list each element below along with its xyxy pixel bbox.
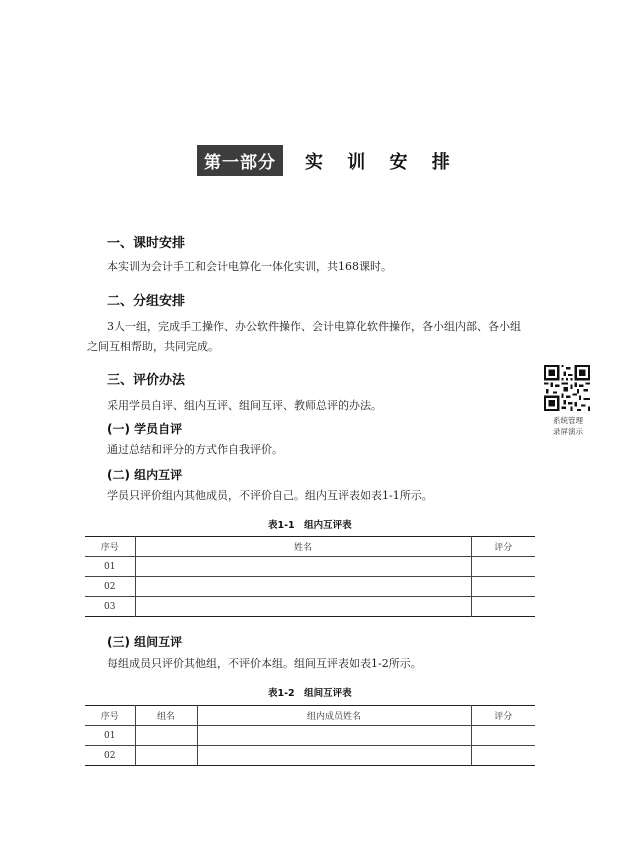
self-eval-text: 通过总结和评分的方式作自我评价。	[107, 443, 283, 456]
grouping-text-line1: 3人一组，完成手工操作、办公软件操作、会计电算化软件操作，各小组内部、各小组	[107, 320, 521, 333]
col-header-score: 评分	[471, 706, 535, 726]
table-inter-group	[85, 705, 535, 766]
row-name-cell	[135, 597, 471, 617]
table-row	[85, 577, 535, 597]
col-header-name: 姓名	[135, 537, 471, 557]
section-heading-evaluation: 三、评价办法	[107, 373, 186, 388]
row-score-cell	[471, 597, 535, 617]
part-title: 实 训 安 排	[305, 151, 459, 173]
col-header-group: 组名	[135, 706, 197, 726]
row-name-cell	[135, 577, 471, 597]
inter-group-text: 每组成员只评价其他组，不评价本组。组间互评表如表1-2所示。	[107, 657, 422, 670]
table-intra-group	[85, 536, 535, 617]
row-index: 02	[104, 581, 116, 592]
qr-caption-line2: 录屏演示	[553, 427, 583, 436]
col-header-score: 评分	[471, 537, 535, 557]
table-row	[85, 597, 535, 617]
row-score-cell	[471, 726, 535, 746]
table1-caption: 表1-1 组内互评表	[268, 520, 352, 531]
table-header-row	[85, 537, 535, 557]
col-header-index: 序号	[100, 543, 119, 553]
schedule-text: 本实训为会计手工和会计电算化一体化实训，共168课时。	[107, 260, 392, 273]
row-index: 01	[104, 561, 116, 572]
row-score-cell	[471, 577, 535, 597]
row-group-cell	[135, 746, 197, 766]
subheading-self-eval: (一) 学员自评	[107, 422, 183, 436]
col-header-index: 序号	[100, 712, 119, 722]
section-heading-grouping: 二、分组安排	[107, 294, 186, 309]
subheading-inter-group: (三) 组间互评	[107, 635, 183, 649]
table-row	[85, 726, 535, 746]
col-header-members: 组内成员姓名	[197, 706, 471, 726]
row-name-cell	[135, 557, 471, 577]
section-heading-schedule: 一、课时安排	[107, 236, 186, 251]
evaluation-text: 采用学员自评、组内互评、组间互评、教师总评的办法。	[107, 399, 382, 412]
row-members-cell	[197, 746, 471, 766]
table-row	[85, 557, 535, 577]
table-row	[85, 746, 535, 766]
grouping-text-line2: 之间互相帮助，共同完成。	[87, 340, 219, 353]
qr-code-icon[interactable]	[544, 365, 590, 411]
qr-caption	[541, 415, 595, 437]
part-label: 第一部分	[197, 145, 283, 176]
row-score-cell	[471, 557, 535, 577]
row-index: 01	[104, 730, 116, 741]
table2-caption: 表1-2 组间互评表	[268, 688, 352, 699]
part-header	[197, 145, 459, 176]
row-index: 02	[104, 750, 116, 761]
subheading-intra-group: (二) 组内互评	[107, 468, 183, 482]
row-group-cell	[135, 726, 197, 746]
table-header-row	[85, 706, 535, 726]
intra-group-text: 学员只评价组内其他成员，不评价自己。组内互评表如表1-1所示。	[107, 489, 433, 502]
row-members-cell	[197, 726, 471, 746]
qr-caption-line1: 系统管理	[553, 416, 583, 425]
row-index: 03	[104, 601, 116, 612]
row-score-cell	[471, 746, 535, 766]
